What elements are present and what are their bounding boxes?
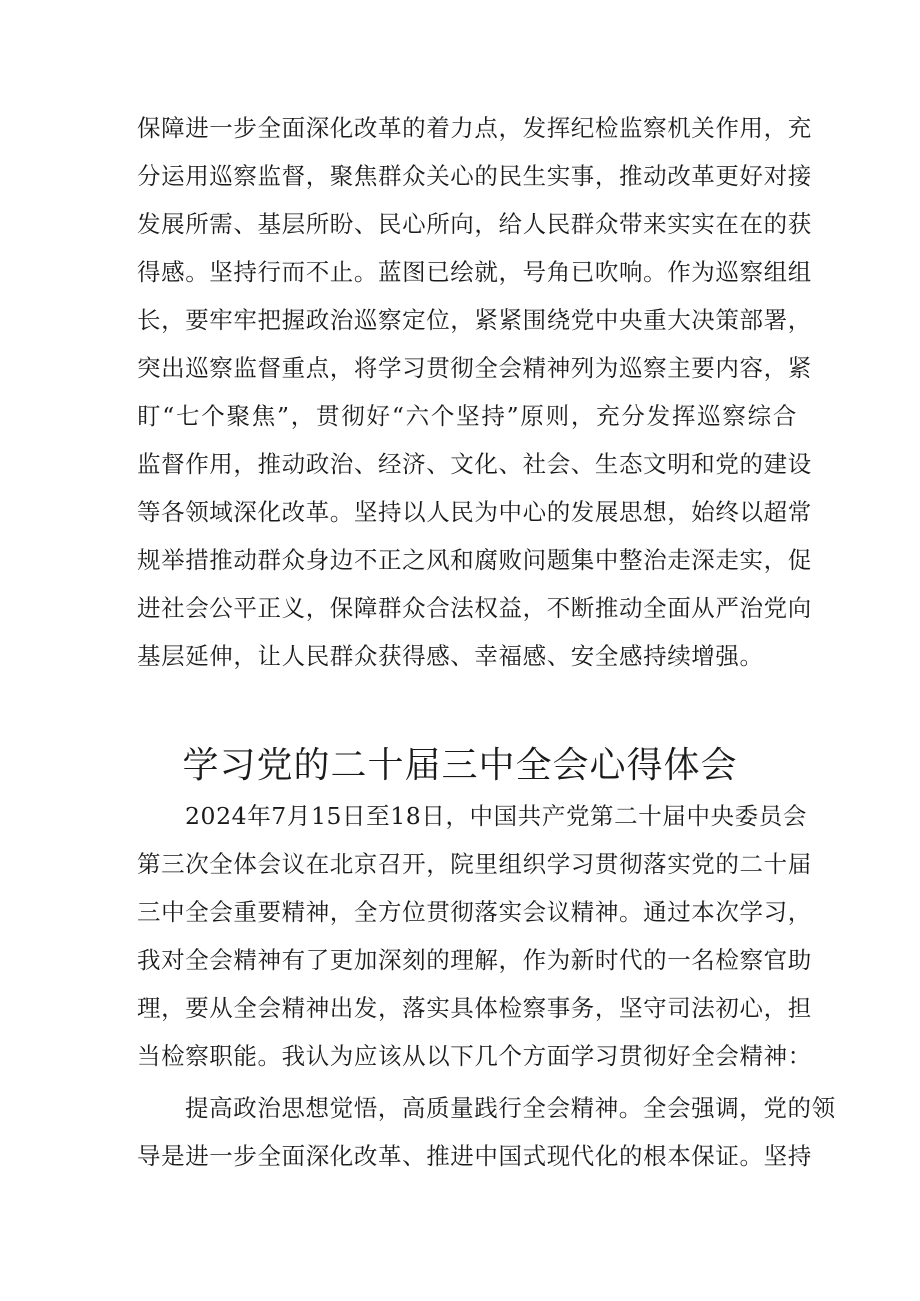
paragraph-line: 我对全会精神有了更加深刻的理解，作为新时代的一名检察官助 [137,946,812,974]
paragraph-line: 长，要牢牢把握政治巡察定位，紧紧围绕党中央重大决策部署， [137,306,812,334]
paragraph-line: 2024年7月15日至18日，中国共产党第二十届中央委员会 [185,802,807,830]
paragraph-line: 分运用巡察监督，聚焦群众关心的民生实事，推动改革更好对接 [137,162,812,190]
paragraph-line: 基层延伸，让人民群众获得感、幸福感、安全感持续增强。 [137,642,764,670]
paragraph-line: 当检察职能。我认为应该从以下几个方面学习贯彻好全会精神： [137,1042,812,1070]
paragraph-line: 得感。坚持行而不止。蓝图已绘就，号角已吹响。作为巡察组组 [137,258,812,286]
paragraph-line: 发展所需、基层所盼、民心所向，给人民群众带来实实在在的获 [137,210,812,238]
paragraph-line: 保障进一步全面深化改革的着力点，发挥纪检监察机关作用，充 [137,114,812,142]
paragraph-line: 监督作用，推动政治、经济、文化、社会、生态文明和党的建设 [137,450,812,478]
paragraph-line: 第三次全体会议在北京召开，院里组织学习贯彻落实党的二十届 [137,850,812,878]
paragraph-line: 规举措推动群众身边不正之风和腐败问题集中整治走深走实，促 [137,546,812,574]
paragraph-line: 导是进一步全面深化改革、推进中国式现代化的根本保证。坚持 [137,1142,812,1170]
paragraph-line: 突出巡察监督重点，将学习贯彻全会精神列为巡察主要内容，紧 [137,354,812,382]
paragraph-line: 盯“七个聚焦”，贯彻好“六个坚持”原则，充分发挥巡察综合 [137,402,797,430]
section-title: 学习党的二十届三中全会心得体会 [182,745,738,786]
paragraph-line: 理，要从全会精神出发，落实具体检察事务，坚守司法初心，担 [137,994,812,1022]
paragraph-line: 提高政治思想觉悟，高质量践行全会精神。全会强调，党的领 [185,1094,836,1122]
paragraph-line: 三中全会重要精神，全方位贯彻落实会议精神。通过本次学习， [137,898,812,926]
paragraph-line: 等各领域深化改革。坚持以人民为中心的发展思想，始终以超常 [137,498,812,526]
paragraph-line: 进社会公平正义，保障群众合法权益，不断推动全面从严治党向 [137,594,812,622]
